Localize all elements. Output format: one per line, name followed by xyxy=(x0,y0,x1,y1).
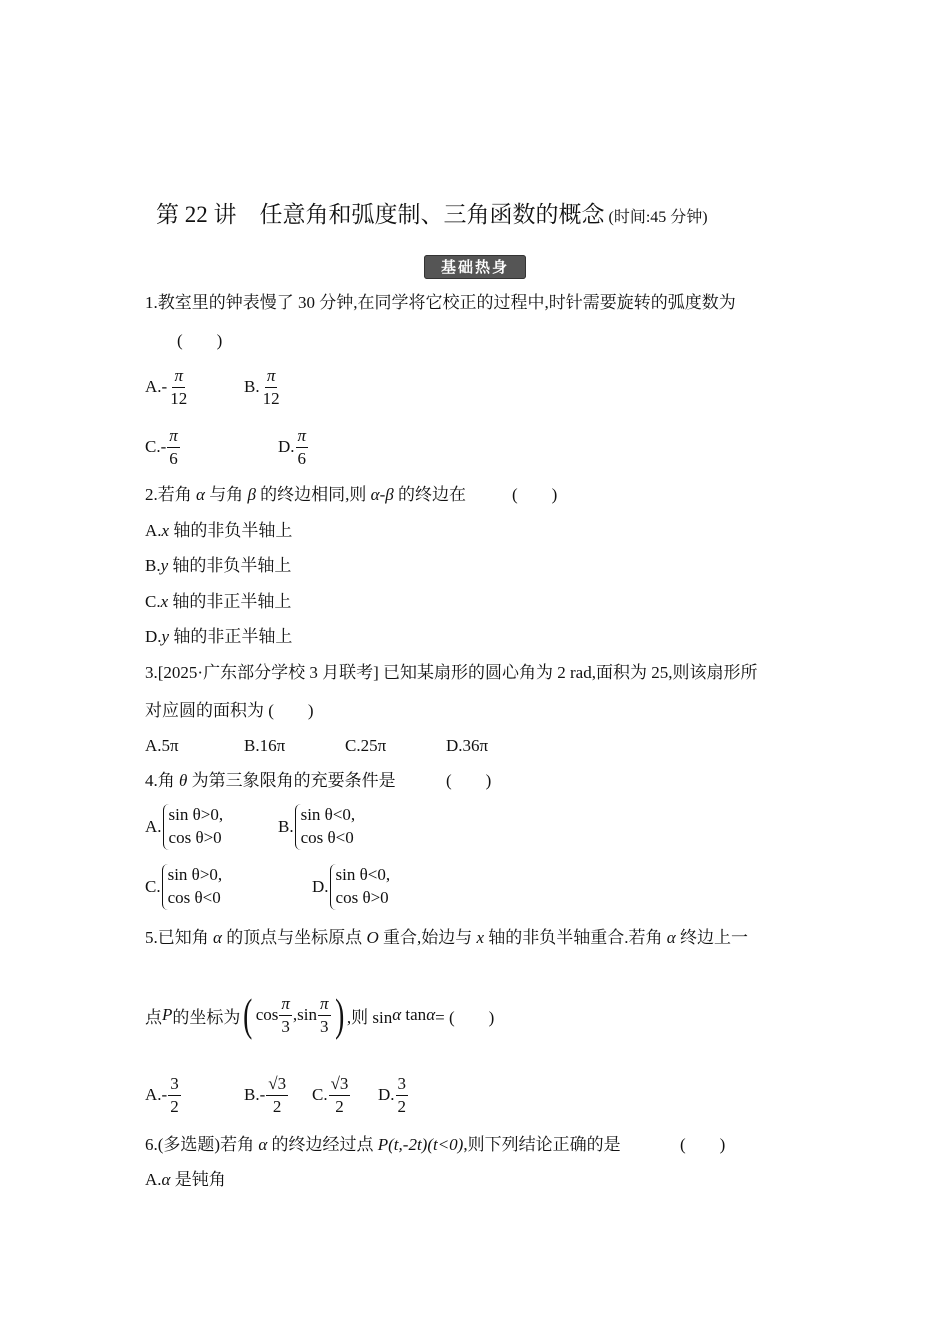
q3-stem-line1: 3.[2025·广东部分学校 3 月联考] 已知某扇形的圆心角为 2 rad,面积为 25,则该扇形所 xyxy=(145,663,758,682)
q1-paren: ( ) xyxy=(177,331,223,350)
q6-paren: ( ) xyxy=(680,1135,726,1154)
q4-option-a[interactable]: A. sin θ>0, cos θ>0 xyxy=(145,804,226,850)
q1-option-b[interactable]: B. $\frac{\pi}{12}$ xyxy=(244,366,280,408)
q4-paren: ( ) xyxy=(446,771,492,790)
q2-option-c[interactable]: C.x 轴的非正半轴上 xyxy=(145,592,292,611)
section-badge: 基础热身 xyxy=(424,255,526,279)
equation-system: sin θ<0, cos θ<0 xyxy=(295,804,359,850)
fraction: $\frac{\pi}{6}$ xyxy=(169,426,178,468)
q5-option-a[interactable]: A.- $\frac{3}{2}$ xyxy=(145,1074,179,1116)
q3-option-b[interactable]: B.16π xyxy=(244,736,286,755)
q2-paren: ( ) xyxy=(512,485,558,504)
q6-option-a[interactable]: A.α 是钝角 xyxy=(145,1170,226,1189)
q2-option-a[interactable]: A.x 轴的非负半轴上 xyxy=(145,521,293,540)
q5-option-c[interactable]: C. $\frac{√3}{2}$ xyxy=(312,1074,349,1116)
q1-option-a[interactable]: A.- $\frac{\pi}{12}$ xyxy=(145,366,188,408)
q2-option-b[interactable]: B.y 轴的非负半轴上 xyxy=(145,556,292,575)
fraction: $\frac{\pi}{12}$ xyxy=(262,366,280,408)
fraction: $\frac{√3}{2}$ xyxy=(330,1074,349,1116)
q4-option-c[interactable]: C. sin θ>0, cos θ<0 xyxy=(145,864,225,910)
q3-option-a[interactable]: A.5π xyxy=(145,736,179,755)
point-coordinates: ( cos $\frac{\pi}{3}$ , sin $\frac{\pi}{3}$ ) xyxy=(243,989,344,1040)
equation-system: sin θ>0, cos θ<0 xyxy=(162,864,226,910)
q1-stem: 1.教室里的钟表慢了 30 分钟,在同学将它校正的过程中,时针需要旋转的弧度数为 xyxy=(145,293,736,312)
q2-stem: 2.若角 α 与角 β 的终边相同,则 α-β 的终边在 xyxy=(145,485,466,504)
equation-system: sin θ<0, cos θ>0 xyxy=(330,864,394,910)
q1-option-c[interactable]: C.- $\frac{\pi}{6}$ xyxy=(145,426,178,468)
page-title xyxy=(156,203,708,226)
title-main: 第 22 讲 任意角和弧度制、三角函数的概念 xyxy=(156,202,605,227)
q5-option-d[interactable]: D. $\frac{3}{2}$ xyxy=(378,1074,407,1116)
q5-option-b[interactable]: B.- $\frac{√3}{2}$ xyxy=(244,1074,287,1116)
q5-stem-line2: 点 P 的坐标为 ( cos $\frac{\pi}{3}$ , sin $\frac{\pi}{3}$ ) ,则 sin α tan α = ( ) xyxy=(145,989,495,1040)
q4-stem: 4.角 θ 为第三象限角的充要条件是 xyxy=(145,771,396,790)
fraction: $\frac{3}{2}$ xyxy=(397,1074,407,1116)
q4-option-b[interactable]: B. sin θ<0, cos θ<0 xyxy=(278,804,358,850)
q3-option-d[interactable]: D.36π xyxy=(446,736,489,755)
q6-stem: 6.(多选题)若角 α 的终边经过点 P(t,-2t)(t<0),则下列结论正确的是 xyxy=(145,1135,621,1154)
q2-option-d[interactable]: D.y 轴的非正半轴上 xyxy=(145,627,293,646)
q4-option-d[interactable]: D. sin θ<0, cos θ>0 xyxy=(312,864,393,910)
fraction: $\frac{\pi}{12}$ xyxy=(170,366,188,408)
q3-stem-line2: 对应圆的面积为 ( ) xyxy=(145,701,314,720)
fraction: $\frac{√3}{2}$ xyxy=(268,1074,287,1116)
title-time: (时间:45 分钟) xyxy=(608,209,708,226)
q5-stem-line1: 5.已知角 α 的顶点与坐标原点 O 重合,始边与 x 轴的非负半轴重合.若角 α 终边上一 xyxy=(145,928,748,947)
equation-system: sin θ>0, cos θ>0 xyxy=(163,804,227,850)
fraction: $\frac{\pi}{6}$ xyxy=(297,426,307,468)
q1-option-d[interactable]: D. $\frac{\pi}{6}$ xyxy=(278,426,307,468)
fraction: $\frac{3}{2}$ xyxy=(170,1074,179,1116)
q3-option-c[interactable]: C.25π xyxy=(345,736,387,755)
